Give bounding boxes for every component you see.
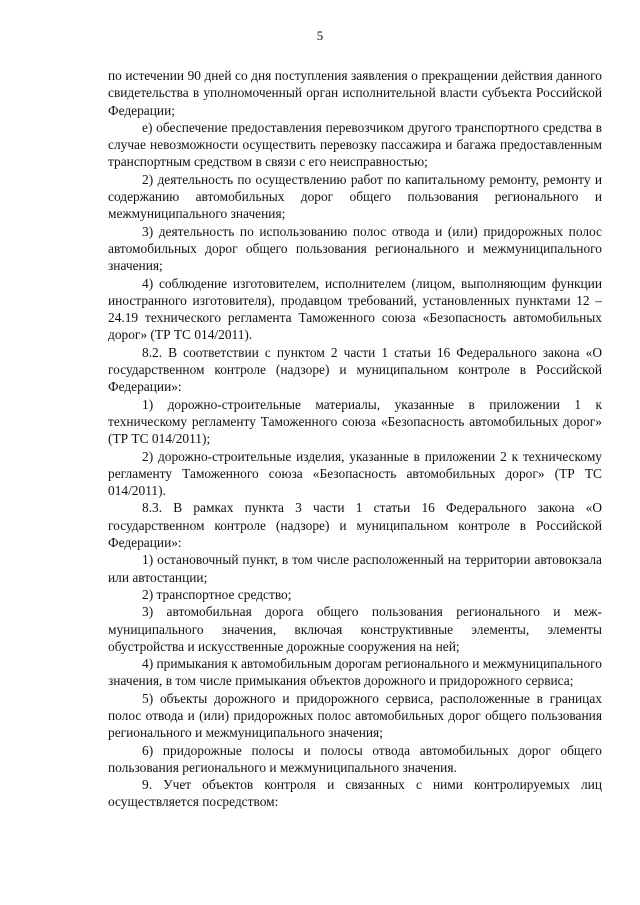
page-number: 5 [316,28,324,43]
paragraph-8-3-item-5: 5) объекты дорожного и придорожного сервиса, расположенные в границах полос отвода и (или) придорожных полос автомобильных дорог общего пользования регионального и межмуниципального значения; [108,690,602,741]
document-body [108,67,602,811]
paragraph-item-3-right-of-way: 3) деятельность по использованию полос отвода и (или) придорожных полос автомобильных дорог общего пользования регионального и межмуниципального значения; [108,223,602,274]
paragraph-8-3-item-6: 6) придорожные полосы и полосы отвода автомобильных дорог общего пользования регионального и межмуниципального значения. [108,742,602,775]
paragraph-item-2-road-works: 2) деятельность по осуществлению работ по капитальному ремонту, ремонту и содержанию автомобильных дорог общего пользования регионального и межмуниципального значения; [108,171,602,222]
paragraph-item-4-compliance: 4) соблюдение изготовителем, исполнителем (лицом, выполняющим функции иностранного изготовителя), продавцом требований, установленных пунктами 12 – 24.19 технического регламента Таможенного союза «Безопасность автомобильных дорог» (ТР ТС 014/2011). [108,275,602,343]
paragraph-8-3-item-1: 1) остановочный пункт, в том числе расположенный на территории автовокзала или автостанции; [108,552,602,585]
paragraph-8-3-item-2: 2) транспортное средство; [142,586,292,602]
paragraph-continuation: по истечении 90 дней со дня поступления заявления о прекращении действия данного свидетельства в уполномоченный орган исполнительной власти субъекта Российской Федерации; [108,68,602,118]
paragraph-9: 9. Учет объектов контроля и связанных с ними контролируемых лиц осуществляется посредством: [108,777,602,810]
paragraph-item-e: е) обеспечение предоставления перевозчиком другого транспортного средства в случае невозможности осуществить перевозку пассажира и багажа предоставленным транспортным средством в связи с его неисправностью; [108,119,602,170]
paragraph-8-3-item-4: 4) примыкания к автомобильным дорогам регионального и межмуниципального значения, в том числе примыкания объектов дорожного и придорожного сервиса; [108,656,602,689]
paragraph-8-3: 8.3. В рамках пункта 3 части 1 статьи 16 Федерального закона «О государственном контроле (надзоре) и муниципальном контроле в Российской Федерации»: [108,500,602,551]
paragraph-8-2: 8.2. В соответствии с пунктом 2 части 1 статьи 16 Федерального закона «О государственном контроле (надзоре) и муниципальном контроле в Российской Федерации»: [108,344,602,395]
paragraph-8-3-item-3: 3) автомобильная дорога общего пользования регионального и межмуниципального значения, включая конструктивные элементы, элементы обустройства и искусственные дорожные сооружения на ней; [108,604,602,654]
paragraph-8-2-item-1: 1) дорожно-строительные материалы, указанные в приложении 1 к техническому регламенту Таможенного союза «Безопасность автомобильных дорог» (ТР ТС 014/2011); [108,396,602,447]
paragraph-8-2-item-2: 2) дорожно-строительные изделия, указанные в приложении 2 к техническому регламенту Таможенного союза «Безопасность автомобильных дорог» (ТР ТС 014/2011). [108,448,602,499]
